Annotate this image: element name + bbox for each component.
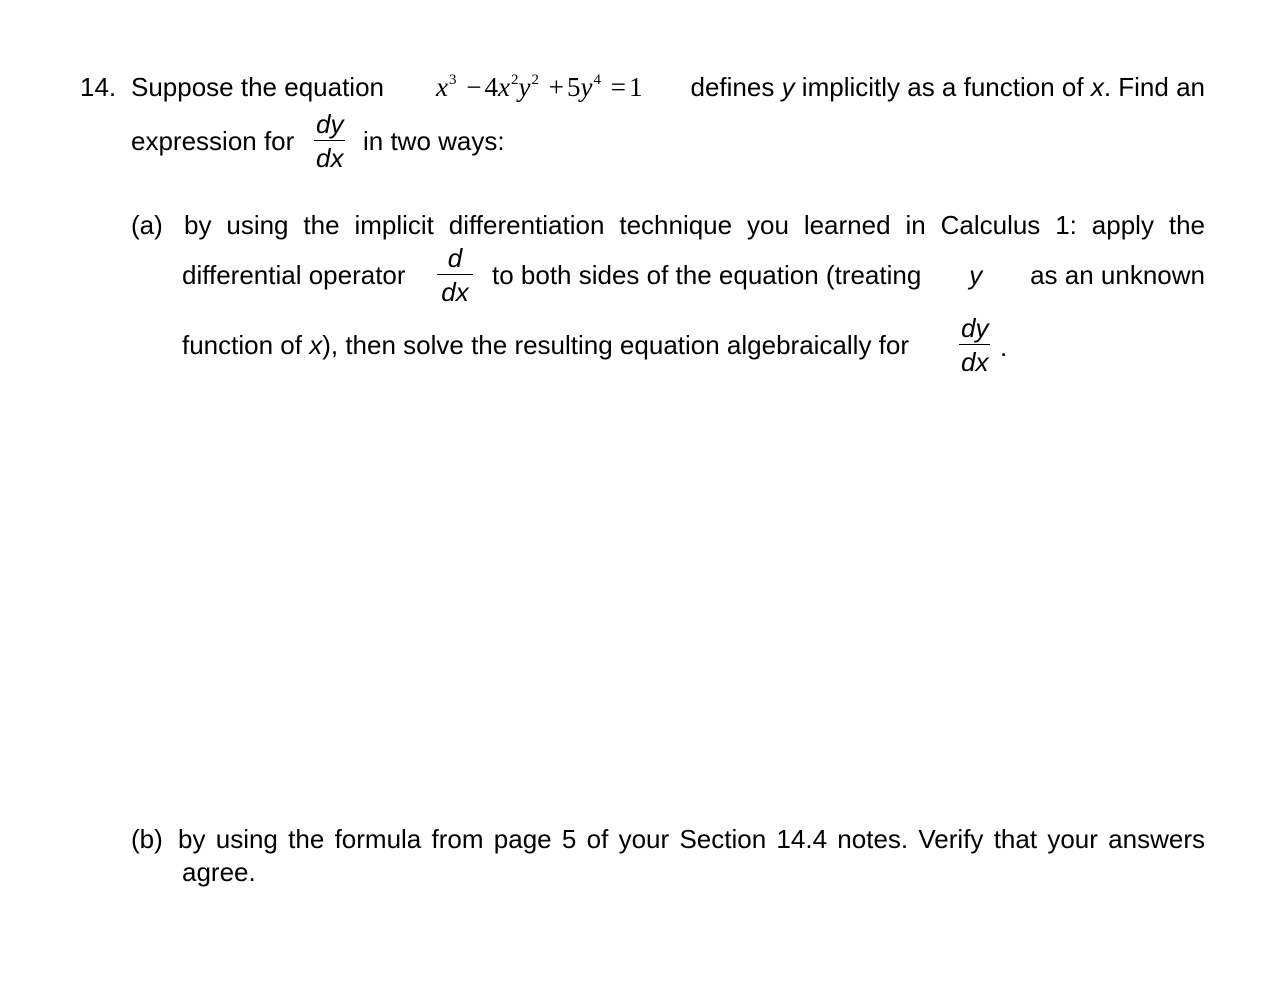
fraction-denominator: dx [316,143,344,173]
problem-number: 14. [80,72,117,102]
fraction-numerator: dy [961,313,989,343]
fraction-bar [959,344,990,345]
part-b-line1: by using the formula from page 5 of your Section 14.4 notes. Verify that your answers [178,824,1205,854]
part-a-line1: by using the implicit differentiation technique you learned in Calculus 1: apply the [184,210,1205,240]
implicit-equation: $x^3 - 4x^2y^2 + 5y^4 = 1$ [436,72,643,102]
fraction-bar [314,140,345,141]
part-a-label: (a) [131,210,163,240]
part-b-label: (b) [131,824,163,854]
problem-intro-line1 [131,74,1205,101]
part-a-line2-before: differential operator [182,260,406,290]
fraction-bar [437,274,473,275]
part-a-line3-period: . [1000,332,1008,362]
d-dx-operator-fraction [437,245,473,305]
part-a-line2-var-y: y [969,260,983,290]
fraction-numerator: dy [316,109,344,139]
intro-text-before-equation: Suppose the equation [131,72,384,102]
problem-intro-line2-after: in two ways: [363,126,505,156]
part-b-line2: agree. [182,857,256,887]
dy-dx-fraction [314,111,345,171]
intro-text-after-equation: defines y implicitly as a function of x. Find an [690,72,1205,102]
fraction-denominator: dx [961,347,989,377]
fraction-denominator: dx [441,277,469,307]
fraction-numerator: d [447,243,463,273]
part-a-line3: function of x), then solve the resulting equation algebraically for [182,330,910,360]
dy-dx-fraction-part-a [959,315,990,375]
part-a-line2-after [492,262,1205,288]
problem-intro-line2-before: expression for [131,126,295,156]
part-a-line2-segment2: as an unknown [1030,260,1205,290]
part-a-line2-segment1: to both sides of the equation (treating [492,260,922,290]
